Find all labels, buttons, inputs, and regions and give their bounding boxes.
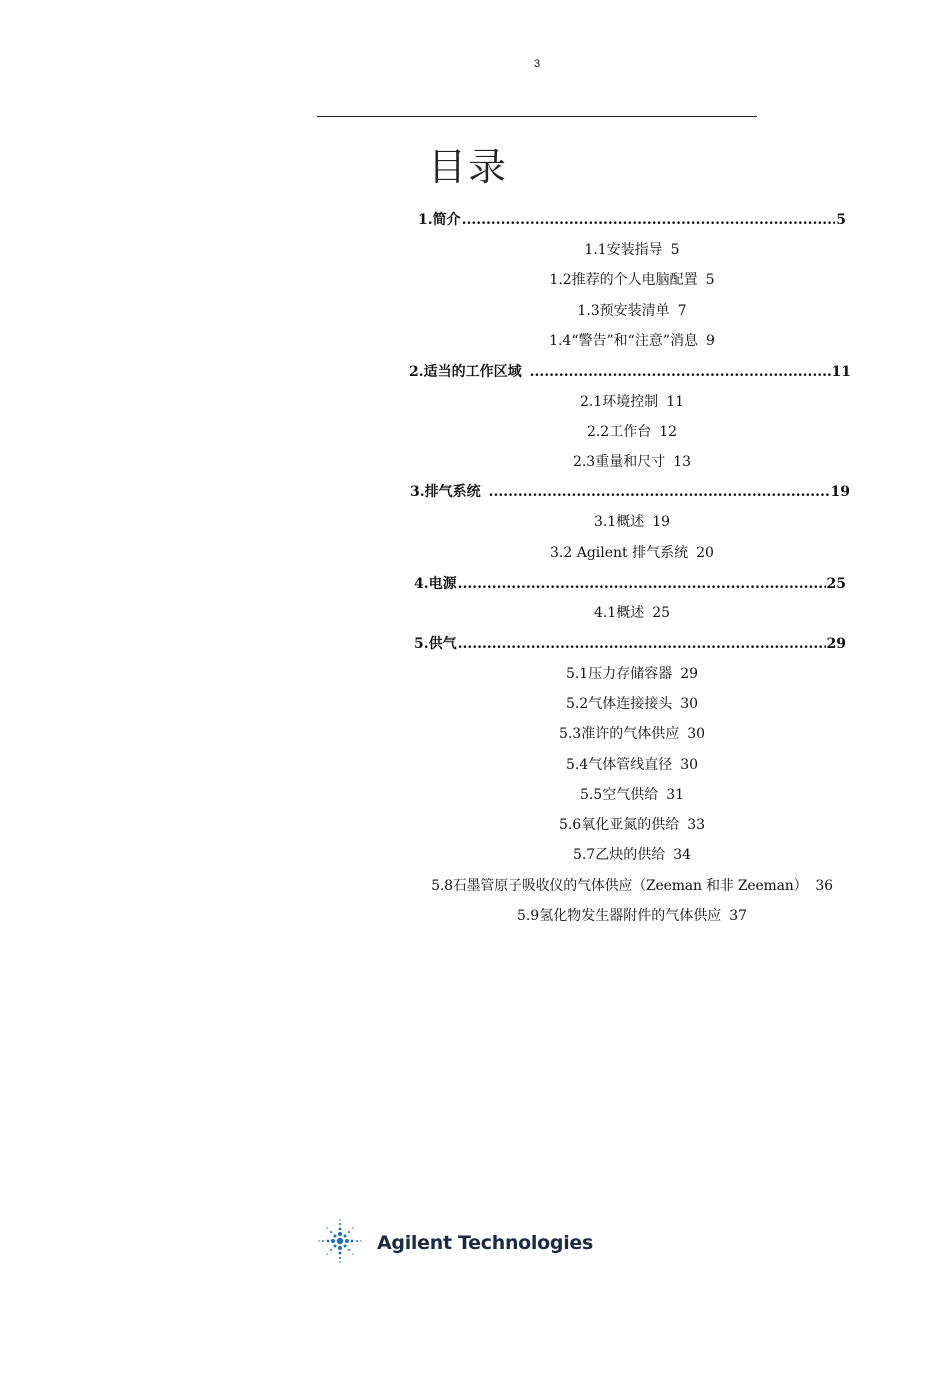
toc-page-number: 11 [666, 394, 685, 410]
agilent-spark-logo-icon [317, 1218, 363, 1268]
toc-entry-label: 3.1概述 [593, 514, 645, 530]
brand-name: Agilent Technologies [377, 1232, 594, 1254]
toc-entry-3-2[interactable] [417, 542, 847, 564]
toc-entry-1-2[interactable] [417, 269, 847, 291]
toc-page-number: 33 [687, 817, 706, 833]
dot-leader [489, 481, 830, 503]
toc-page-number: 30 [680, 757, 699, 773]
toc-page-number: 5 [836, 212, 846, 228]
toc-page-number: 19 [652, 514, 671, 530]
toc-page-number: 30 [680, 696, 699, 712]
toc-page-number: 5 [670, 242, 680, 258]
dot-leader [530, 361, 831, 383]
toc-page-number: 37 [729, 908, 748, 924]
toc-page-number: 34 [673, 847, 692, 863]
toc-entry-5-5[interactable] [417, 784, 847, 806]
toc-entry-label: 2.1环境控制 [579, 394, 659, 410]
toc-entry-label: 5.4气体管线直径 [565, 757, 673, 773]
toc-entry-1-3[interactable] [417, 300, 847, 322]
toc-entry-label: 1.1安装指导 [584, 242, 663, 258]
toc-page-number: 9 [705, 333, 715, 349]
toc-entry-label: 5.5空气供给 [579, 787, 659, 803]
dot-leader [462, 209, 836, 231]
toc-chapter-label: 1.简介 [418, 212, 461, 228]
toc-page-number: 5 [705, 272, 715, 288]
toc-entry-5-4[interactable] [417, 754, 847, 776]
dot-leader [458, 633, 826, 655]
toc-page-number: 12 [659, 424, 678, 440]
toc-entry-label: 5.6氧化亚氮的供给 [558, 817, 680, 833]
toc-entry-label: 5.7乙炔的供给 [572, 847, 666, 863]
toc-page-number: 13 [673, 454, 692, 470]
toc-entry-label: 1.2推荐的个人电脑配置 [549, 272, 698, 288]
toc-entry-label: 1.4“警告”和“注意”消息 [549, 333, 698, 349]
toc-entry-label: 5.3准许的气体供应 [558, 726, 680, 742]
toc-page-number: 36 [815, 878, 833, 894]
toc-entry-5-9[interactable] [417, 905, 847, 927]
toc-chapter-label: 4.电源 [414, 576, 457, 592]
toc-entry-5-3[interactable] [417, 723, 847, 745]
toc-entry-5-1[interactable] [417, 663, 847, 685]
toc-chapter-4[interactable] [414, 573, 846, 595]
toc-page-number: 25 [826, 576, 846, 592]
toc-chapter-1[interactable] [418, 209, 846, 231]
toc-entry-label: 2.3重量和尺寸 [572, 454, 666, 470]
toc-entry-label: 4.1概述 [593, 605, 645, 621]
toc-page-number: 7 [677, 303, 687, 319]
toc-page-number: 30 [687, 726, 706, 742]
toc-entry-2-3[interactable] [417, 451, 847, 473]
toc-page-number: 29 [680, 666, 699, 682]
toc-entry-label: 5.1压力存储容器 [565, 666, 673, 682]
page-title: 目录 [428, 145, 509, 189]
toc-chapter-2[interactable] [409, 361, 851, 383]
toc-chapter-label: 3.排气系统 [410, 484, 481, 500]
page-number: 3 [533, 58, 541, 70]
toc-page-number: 11 [831, 364, 851, 380]
toc-entry-4-1[interactable] [417, 602, 847, 624]
toc-page-number: 19 [830, 484, 850, 500]
dot-leader [458, 573, 826, 595]
toc-entry-3-1[interactable] [417, 511, 847, 533]
toc-entry-1-4[interactable] [417, 330, 847, 352]
toc-entry-5-8[interactable] [412, 875, 852, 897]
toc-entry-label: 5.9氢化物发生器附件的气体供应 [516, 908, 722, 924]
toc-page-number: 29 [826, 636, 846, 652]
toc-entry-label: 5.2气体连接接头 [565, 696, 673, 712]
toc-chapter-5[interactable] [414, 633, 846, 655]
toc-entry-2-1[interactable] [417, 391, 847, 413]
toc-entry-label: 3.2 Agilent 排气系统 [550, 545, 689, 561]
toc-entry-label: 5.8石墨管原子吸收仪的气体供应（Zeeman 和非 Zeeman） [431, 878, 808, 894]
toc-page-number: 31 [666, 787, 685, 803]
toc-entry-2-2[interactable] [417, 421, 847, 443]
toc-chapter-3[interactable] [410, 481, 850, 503]
toc-page-number: 20 [696, 545, 714, 561]
footer-logo [317, 1218, 593, 1268]
toc-page-number: 25 [652, 605, 671, 621]
toc-entry-5-2[interactable] [417, 693, 847, 715]
toc-chapter-label: 5.供气 [414, 636, 457, 652]
toc-entry-label: 1.3预安装清单 [577, 303, 670, 319]
toc-entry-5-7[interactable] [417, 844, 847, 866]
toc-chapter-label: 2.适当的工作区域 [409, 364, 522, 380]
toc-entry-1-1[interactable] [417, 239, 847, 261]
toc-entry-label: 2.2工作台 [586, 424, 652, 440]
toc-entry-5-6[interactable] [417, 814, 847, 836]
